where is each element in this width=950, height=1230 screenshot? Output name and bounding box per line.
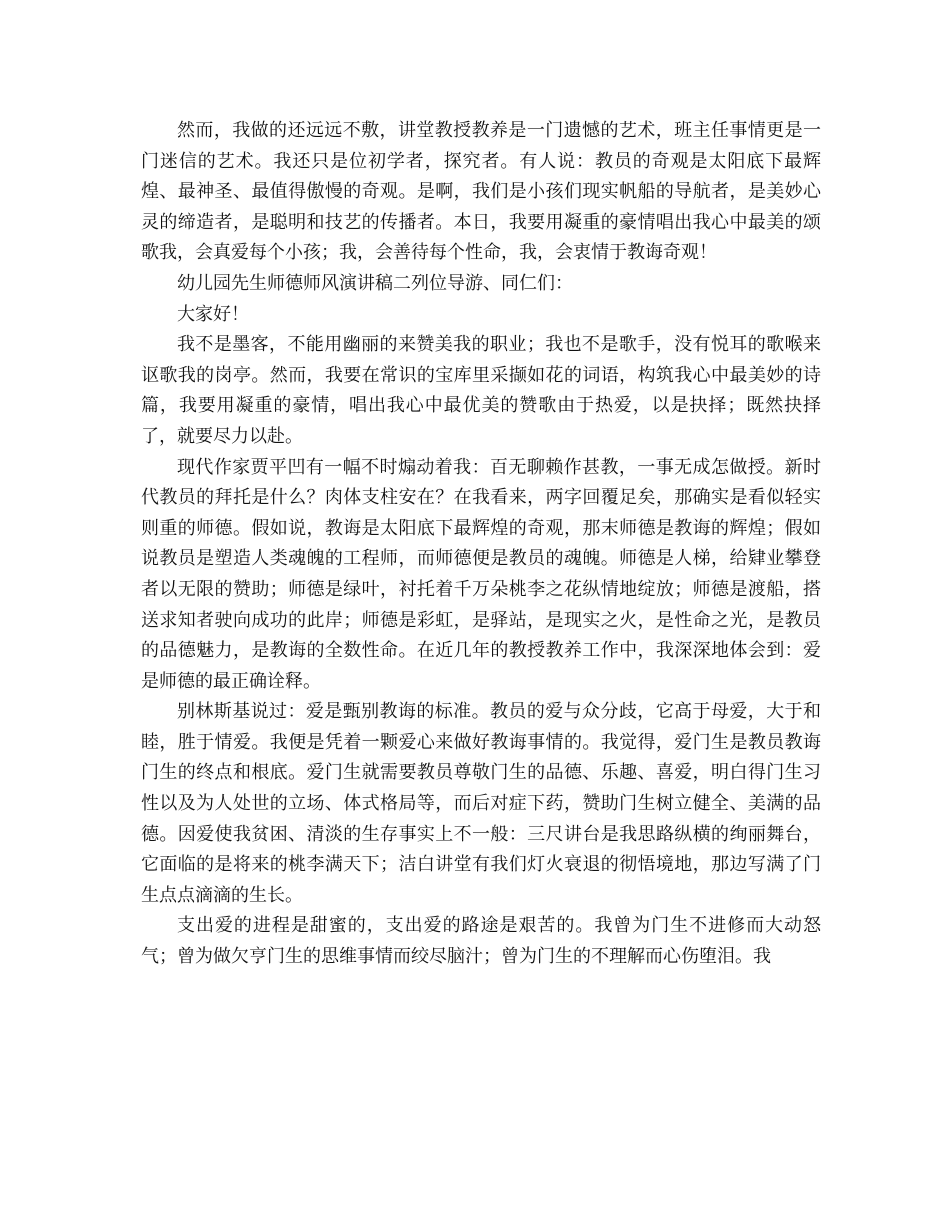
- paragraph: 然而，我做的还远远不敷，讲堂教授教养是一门遗憾的艺术，班主任事情更是一门迷信的艺术。我还只是位初学者，探究者。有人说：教员的奇观是太阳底下最辉煌、最神圣、最值得傲慢的奇观。是啊，我们是小孩们现实帆船的导航者，是美妙心灵的缔造者，是聪明和技艺的传播者。本日，我要用凝重的豪情唱出我心中最美的颂歌我，会真爱每个小孩；我，会善待每个性命，我，会衷情于教诲奇观！: [141, 120, 821, 264]
- speech-title: 幼儿园先生师德师风演讲稿二列位导游、同仁们：: [177, 272, 573, 294]
- paragraph: 我不是墨客，不能用幽丽的来赞美我的职业；我也不是歌手，没有悦耳的歌喉来讴歌我的岗亭。然而，我要在常识的宝库里采撷如花的词语，构筑我心中最美妙的诗篇，我要用凝重的豪情，唱出我心中最优美的赞歌由于热爱，以是抉择；既然抉择了，就要尽力以赴。: [141, 334, 821, 447]
- paragraph: 支出爱的进程是甜蜜的，支出爱的路途是艰苦的。我曾为门生不进修而大动怒气；曾为做欠亨门生的思维事情而绞尽脑汁；曾为门生的不理解而心伤堕泪。我: [141, 915, 821, 968]
- greeting: 大家好！: [177, 303, 249, 325]
- document-body: [141, 116, 821, 973]
- paragraph: 现代作家贾平凹有一幅不时煽动着我：百无聊赖作甚教，一事无成怎做授。新时代教员的拜托是什么？肉体支柱安在？在我看来，两字回覆足矣，那确实是看似轻实则重的师德。假如说，教诲是太阳底下最辉煌的奇观，那末师德是教诲的辉煌；假如说教员是塑造人类魂魄的工程师，而师德便是教员的魂魄。师德是人梯，给肄业攀登者以无限的赞助；师德是绿叶，衬托着千万朵桃李之花纵情地绽放；师德是渡船，搭送求知者驶向成功的此岸；师德是彩虹，是驿站，是现实之火，是性命之光，是教员的品德魅力，是教诲的全数性命。在近几年的教授教养工作中，我深深地体会到：爱是师德的最正确诠释。: [141, 456, 821, 692]
- paragraph: 别林斯基说过：爱是甄别教诲的标准。教员的爱与众分歧，它高于母爱，大于和睦，胜于情爱。我便是凭着一颗爱心来做好教诲事情的。我觉得，爱门生是教员教诲门生的终点和根底。爱门生就需要教员尊敬门生的品德、乐趣、喜爱，明白得门生习性以及为人处世的立场、体式格局等，而后对症下药，赞助门生树立健全、美满的品德。因爱使我贫困、清淡的生存事实上不一般：三尺讲台是我思路纵横的绚丽舞台，它面临的是将来的桃李满天下；洁白讲堂有我们灯火衰退的彻悟境地，那边写满了门生点点滴滴的生长。: [141, 701, 821, 906]
